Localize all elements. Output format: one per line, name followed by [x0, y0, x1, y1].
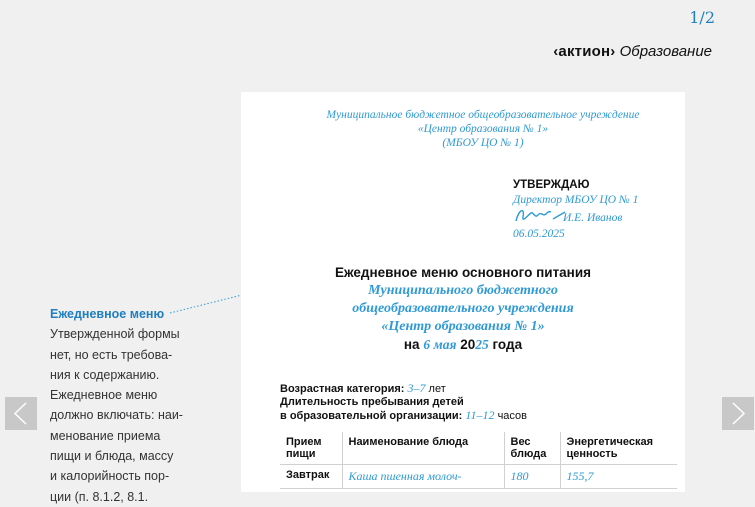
sidenote-line: пищи и блюда, массу	[50, 449, 174, 464]
org-line-1: Муниципальное бюджетное общеобразовательное учреждение	[326, 109, 640, 121]
next-page-button[interactable]	[722, 397, 754, 430]
menu-table	[280, 432, 677, 489]
sidenote-line: Утвержденной формы	[50, 327, 180, 342]
org-header	[241, 108, 685, 150]
sidenote-line: Ежедневное меню	[50, 388, 158, 403]
approve-label: УТВЕРЖДАЮ	[513, 179, 590, 191]
meta-block	[280, 382, 527, 423]
prev-page-button[interactable]	[5, 397, 37, 430]
sidenote-line: должно включать: наи-	[50, 408, 183, 423]
approval-block	[513, 179, 683, 240]
sidenote-line: ния к содержанию.	[50, 367, 160, 382]
page-counter: 1/2	[689, 8, 715, 27]
brand-name: ‹актион›	[553, 43, 616, 60]
approve-date: 06.05.2025	[513, 228, 565, 240]
org-line-2: «Центр образования № 1»	[417, 123, 549, 135]
sidenote-heading: Ежедневное меню	[50, 307, 165, 321]
chevron-right-icon	[722, 397, 754, 430]
org-line-3: (МБОУ ЦО № 1)	[442, 137, 524, 149]
col-weight: Вес блюда	[504, 432, 560, 465]
sidenote-line: ции (п. 8.1.2, 8.1.	[50, 489, 149, 504]
sidenote-line: менование приема	[50, 428, 161, 443]
date-suffix: года	[492, 337, 523, 352]
sidenote-line: и калорийность пор-	[50, 469, 170, 484]
title-org-1: Муниципального бюджетного	[368, 283, 558, 298]
cell-meal: Завтрак	[280, 465, 342, 489]
chevron-left-icon	[5, 397, 37, 430]
title-org-3: «Центр образования № 1»	[381, 319, 545, 334]
date-prefix: на	[403, 337, 420, 352]
title-date	[241, 336, 685, 354]
age-row: Возрастная категория: 3–7 лет	[280, 381, 446, 395]
sidenote	[50, 304, 230, 507]
cell-energy: 155,7	[560, 465, 677, 489]
cell-weight: 180	[504, 465, 560, 489]
title-org-2: общеобразовательного учреждения	[352, 301, 574, 316]
document-title	[241, 264, 685, 354]
stay-row-2: в образовательной организации: 11–12 часов	[280, 408, 527, 422]
table-header-row	[280, 432, 677, 465]
col-energy: Энергетическая ценность	[560, 432, 677, 465]
date-year: 2025	[460, 337, 489, 352]
approve-name: И.Е. Иванов	[563, 212, 623, 224]
approve-position: Директор МБОУ ЦО № 1	[513, 194, 639, 206]
document-page	[241, 92, 685, 492]
table-row	[280, 465, 677, 489]
stay-row-1: Длительность пребывания детей	[280, 396, 464, 408]
brand-logo	[553, 43, 712, 60]
col-meal: Прием пищи	[280, 432, 342, 465]
date-day-month: 6 мая	[423, 337, 457, 352]
brand-suffix: Образование	[619, 43, 712, 60]
title-main: Ежедневное меню основного питания	[334, 265, 592, 280]
sidenote-line: нет, но есть требова-	[50, 347, 173, 362]
col-dish: Наименование блюда	[342, 432, 504, 465]
cell-dish: Каша пшенная молоч-	[342, 465, 504, 489]
approve-sign-row	[513, 208, 683, 228]
